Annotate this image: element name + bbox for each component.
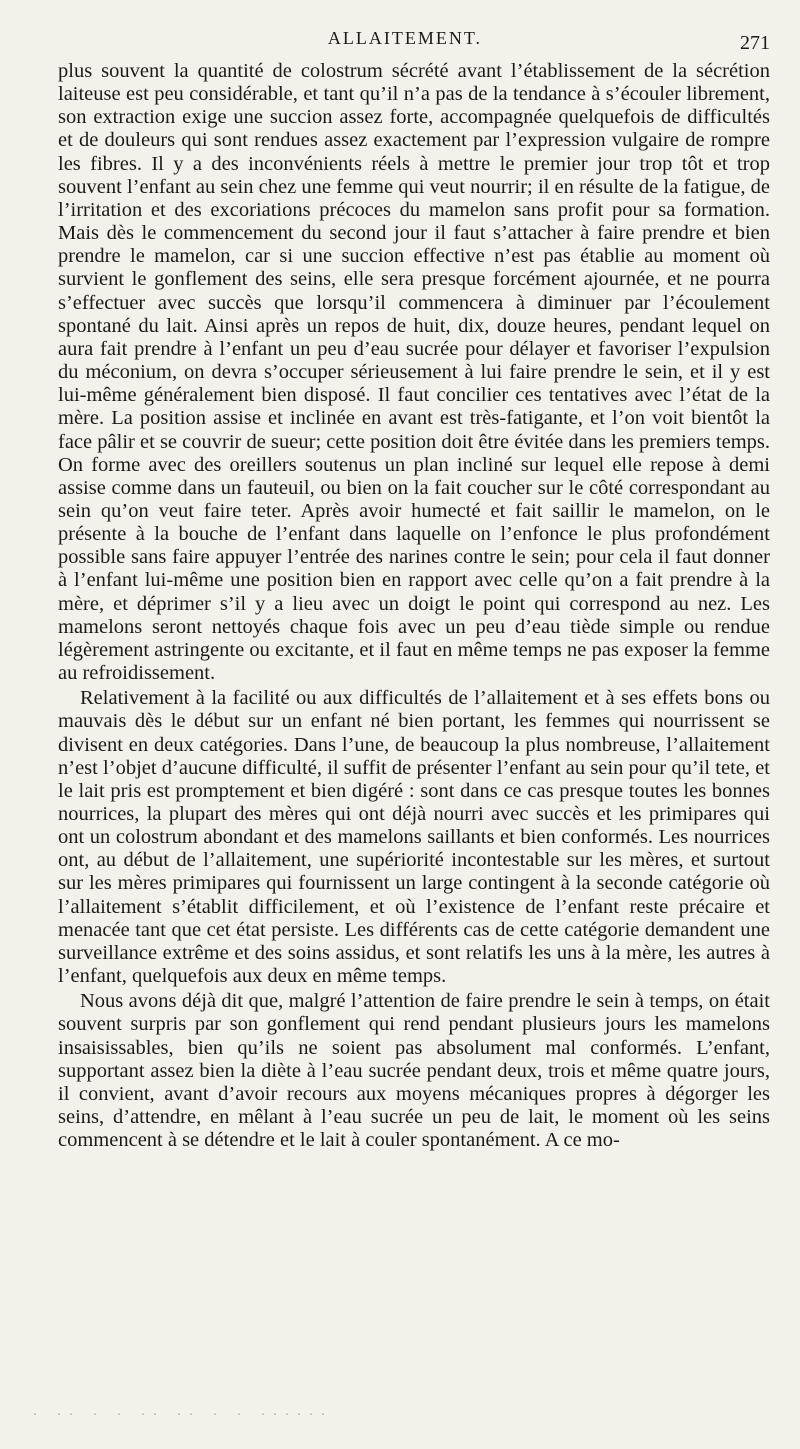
- paragraph-3: Nous avons déjà dit que, malgré l’attention de faire prendre le sein à temps, on était souvent surpris par son gonflement qui rend pendant plusieurs jours les mamelons insaisissables, bien qu’ils ne soient pas absolument mal conformés. L’enfant, supportant assez bien la diète à l’eau sucrée pendant deux, trois et même quatre jours, il convient, avant d’avoir recours aux moyens mécaniques propres à dégorger les seins, d’attendre, en mêlant à l’eau sucrée un peu de lait, le moment où les seins commencent à se détendre et le lait à couler spontanément. A ce mo-: [58, 990, 770, 1152]
- paragraph-1: plus souvent la quantité de colostrum sécrété avant l’établissement de la sécrétion laiteuse est peu considérable, et tant qu’il n’a pas de la tendance à s’écouler librement, son extraction exige une succion assez forte, accompagnée quelquefois de difficultés et de douleurs qui sont rendues assez exactement par l’expression vulgaire de rompre les fibres. Il y a des inconvénients réels à mettre le premier jour trop tôt et trop souvent l’enfant au sein chez une femme qui veut nourrir; il en résulte de la fatigue, de l’irritation et des excoriations précoces du mamelon sans profit pour sa formation. Mais dès le commencement du second jour il faut s’attacher à faire prendre et bien prendre le mamelon, car si une succion effective n’est pas établie au moment où survient le gonflement des seins, elle sera presque forcément ajournée, et ne pourra s’effectuer avec succès que lorsqu’il commencera à diminuer par l’écoulement spontané du lait. Ainsi après un repos de huit, dix, douze heures, pendant lequel on aura fait prendre à l’enfant un peu d’eau sucrée pour délayer et favoriser l’expulsion du méconium, on devra s’occuper sérieusement à lui faire prendre le sein, et il y est lui-même généralement bien disposé. Il faut concilier ces tentatives avec l’état de la mère. La position assise et inclinée en avant est très-fatigante, et l’on voit bientôt la face pâlir et se couvrir de sueur; cette position doit être évitée dans les premiers temps. On forme avec des oreillers soutenus un plan incliné sur lequel elle repose à demi assise comme dans un fauteuil, ou bien on la fait coucher sur le côté correspondant au sein qu’on veut faire teter. Après avoir humecté et fait saillir le mamelon, on le présente à la bouche de l’enfant dans laquelle on l’enfonce le plus profondément possible sans faire appuyer l’entrée des narines contre le sein; pour cela il faut donner à l’enfant lui-même une position bien en rapport avec celle qu’on a fait prendre à la mère, et déprimer s’il y a lieu avec un doigt le point qui correspond au nez. Les mamelons seront nettoyés chaque fois avec un peu d’eau tiède simple ou rendue légèrement astringente ou excitante, et il faut en même temps ne pas exposer la femme au refroidissement.: [58, 60, 770, 685]
- bottom-print-marks: . .. . . .. .. . . ......: [32, 1408, 333, 1419]
- running-header: [40, 28, 770, 60]
- running-title: ALLAITEMENT.: [327, 28, 483, 48]
- body-text: [58, 60, 770, 1154]
- paragraph-2: Relativement à la facilité ou aux difficultés de l’allaitement et à ses effets bons ou mauvais dès le début sur un enfant né bien portant, les femmes qui nourrissent se divisent en deux catégories. Dans l’une, de beaucoup la plus nombreuse, l’allaitement n’est l’objet d’aucune difficulté, il suffit de présenter l’enfant au sein pour qu’il tete, et le lait pris est promptement et bien digéré : sont dans ce cas presque toutes les bonnes nourrices, la plupart des mères qui ont déjà nourri avec succès et les primipares qui ont un colostrum abondant et des mamelons saillants et bien conformés. Les nourrices ont, au début de l’allaitement, une supériorité incontestable sur les mères, et surtout sur les mères primipares qui fournissent un large contingent à la seconde catégorie où l’allaitement s’établit difficilement, et où l’existence de l’enfant reste précaire et menacée tant que cet état persiste. Les différents cas de cette catégorie demandent une surveillance extrême et des soins assidus, et sont relatifs les uns à la mère, les autres à l’enfant, quelquefois aux deux en même temps.: [58, 687, 770, 988]
- page-number: 271: [740, 32, 770, 54]
